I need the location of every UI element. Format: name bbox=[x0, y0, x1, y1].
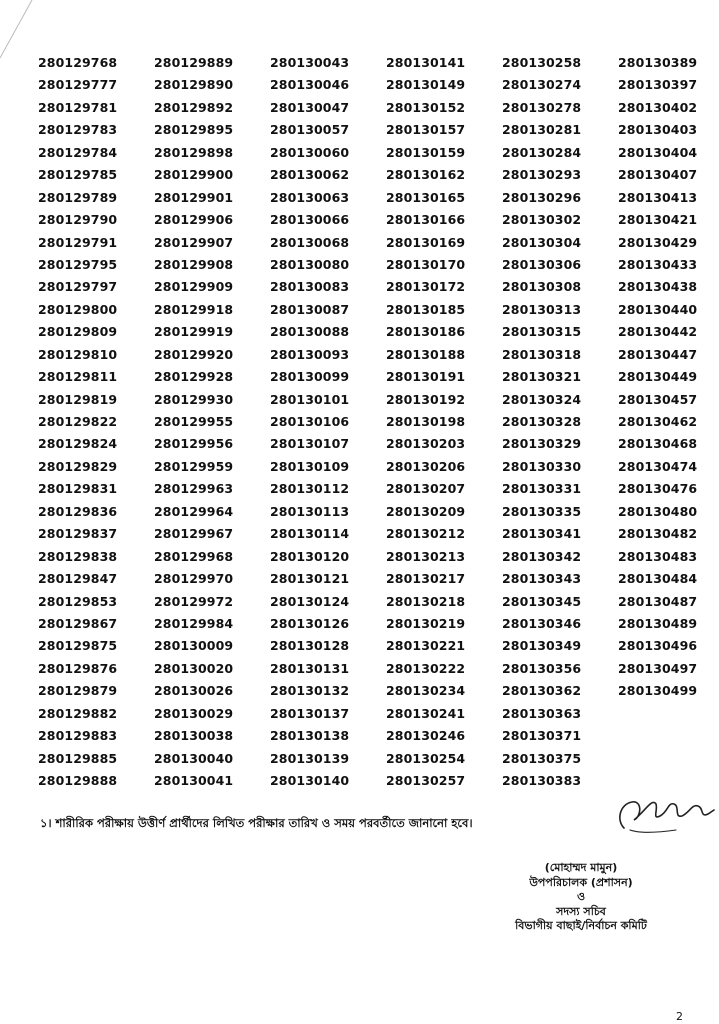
roll-number: 280130026 bbox=[154, 683, 234, 699]
roll-number: 280130241 bbox=[386, 705, 466, 721]
roll-number: 280130404 bbox=[618, 144, 698, 160]
roll-number: 280130304 bbox=[502, 234, 582, 250]
roll-number: 280130157 bbox=[386, 122, 466, 138]
roll-number: 280130371 bbox=[502, 728, 582, 744]
roll-number: 280130462 bbox=[618, 414, 698, 429]
roll-number: 280130306 bbox=[502, 256, 582, 272]
roll-number: 280130293 bbox=[502, 167, 582, 183]
note-text: ১। শারীরিক পরীক্ষায় উত্তীর্ণ প্রার্থীদের লিখিত পরীক্ষার তারিখ ও সময় পরবর্তীতে জানানো হবে। bbox=[40, 816, 473, 830]
roll-number: 280130274 bbox=[502, 77, 582, 93]
page-fold-mark bbox=[0, 0, 34, 60]
roll-number: 280130246 bbox=[386, 728, 466, 744]
roll-column bbox=[38, 52, 154, 792]
roll-number: 280130101 bbox=[270, 391, 350, 407]
roll-number: 280129928 bbox=[154, 369, 234, 385]
roll-number: 280130165 bbox=[386, 189, 466, 205]
roll-number: 280130087 bbox=[270, 301, 350, 317]
roll-number: 280130257 bbox=[386, 773, 466, 788]
signatory-conjunction: ও bbox=[576, 890, 586, 903]
roll-number: 280129791 bbox=[38, 234, 118, 250]
roll-number: 280130341 bbox=[502, 526, 582, 542]
roll-number: 280129890 bbox=[154, 77, 234, 93]
roll-number: 280130029 bbox=[154, 705, 234, 721]
roll-number: 280130442 bbox=[618, 324, 698, 340]
roll-number: 280130126 bbox=[270, 615, 350, 631]
roll-number: 280130099 bbox=[270, 369, 350, 385]
roll-number: 280130308 bbox=[502, 279, 582, 295]
roll-number: 280130483 bbox=[618, 548, 698, 564]
roll-number: 280129919 bbox=[154, 324, 234, 340]
roll-number: 280130088 bbox=[270, 324, 350, 340]
roll-number: 280130438 bbox=[618, 279, 698, 295]
roll-number: 280129867 bbox=[38, 615, 118, 631]
roll-number: 280129918 bbox=[154, 301, 234, 317]
roll-number: 280130083 bbox=[270, 279, 350, 295]
roll-number: 280130296 bbox=[502, 189, 582, 205]
roll-number: 280129889 bbox=[154, 55, 234, 70]
roll-number: 280129900 bbox=[154, 167, 234, 183]
roll-number: 280130191 bbox=[386, 369, 466, 385]
roll-number: 280130063 bbox=[270, 189, 350, 205]
roll-number: 280130346 bbox=[502, 615, 582, 631]
roll-number: 280130040 bbox=[154, 750, 234, 766]
roll-number: 280130172 bbox=[386, 279, 466, 295]
roll-number: 280130496 bbox=[618, 638, 698, 654]
roll-number: 280129968 bbox=[154, 548, 234, 564]
roll-number: 280130440 bbox=[618, 301, 698, 317]
roll-number: 280130213 bbox=[386, 548, 466, 564]
roll-number: 280130342 bbox=[502, 548, 582, 564]
roll-number: 280129909 bbox=[154, 279, 234, 295]
roll-number: 280129784 bbox=[38, 144, 118, 160]
roll-number: 280130389 bbox=[618, 55, 698, 70]
roll-number: 280130149 bbox=[386, 77, 466, 93]
roll-number: 280130375 bbox=[502, 750, 582, 766]
roll-number: 280130482 bbox=[618, 526, 698, 542]
roll-number: 280130141 bbox=[386, 55, 466, 70]
roll-number: 280130429 bbox=[618, 234, 698, 250]
roll-number: 280130284 bbox=[502, 144, 582, 160]
roll-number: 280130093 bbox=[270, 346, 350, 362]
roll-number: 280130335 bbox=[502, 503, 582, 519]
roll-number: 280130433 bbox=[618, 256, 698, 272]
roll-number: 280130457 bbox=[618, 391, 698, 407]
roll-number: 280130106 bbox=[270, 414, 350, 429]
roll-number: 280130313 bbox=[502, 301, 582, 317]
roll-number: 280129785 bbox=[38, 167, 118, 183]
roll-number: 280130468 bbox=[618, 436, 698, 452]
roll-number: 280129800 bbox=[38, 301, 118, 317]
roll-number: 280130356 bbox=[502, 660, 582, 676]
roll-number: 280129777 bbox=[38, 77, 118, 93]
roll-number: 280130112 bbox=[270, 481, 350, 497]
roll-number: 280130209 bbox=[386, 503, 466, 519]
roll-number: 280129883 bbox=[38, 728, 118, 744]
committee-name: বিভাগীয় বাছাই/নির্বাচন কমিটি bbox=[515, 919, 647, 932]
roll-number: 280130497 bbox=[618, 660, 698, 676]
roll-number: 280130363 bbox=[502, 705, 582, 721]
roll-number: 280130121 bbox=[270, 571, 350, 587]
roll-number: 280130170 bbox=[386, 256, 466, 272]
roll-number: 280130114 bbox=[270, 526, 350, 542]
roll-number: 280129964 bbox=[154, 503, 234, 519]
roll-number: 280130109 bbox=[270, 458, 350, 474]
roll-number: 280129955 bbox=[154, 414, 234, 429]
roll-number: 280129875 bbox=[38, 638, 118, 654]
roll-number: 280129907 bbox=[154, 234, 234, 250]
roll-number: 280129837 bbox=[38, 526, 118, 542]
roll-number: 280130198 bbox=[386, 414, 466, 429]
roll-number: 280129972 bbox=[154, 593, 234, 609]
roll-number: 280129822 bbox=[38, 414, 118, 429]
roll-number: 280130318 bbox=[502, 346, 582, 362]
roll-number: 280130041 bbox=[154, 773, 234, 788]
roll-number: 280129882 bbox=[38, 705, 118, 721]
roll-number: 280130484 bbox=[618, 571, 698, 587]
roll-number: 280129810 bbox=[38, 346, 118, 362]
roll-number: 280129970 bbox=[154, 571, 234, 587]
roll-column bbox=[270, 52, 386, 792]
roll-number: 280129967 bbox=[154, 526, 234, 542]
roll-column bbox=[502, 52, 618, 792]
roll-number: 280130169 bbox=[386, 234, 466, 250]
roll-number: 280129824 bbox=[38, 436, 118, 452]
signature bbox=[612, 790, 716, 840]
roll-number: 280130362 bbox=[502, 683, 582, 699]
roll-number: 280129879 bbox=[38, 683, 118, 699]
roll-number: 280130068 bbox=[270, 234, 350, 250]
roll-number: 280130397 bbox=[618, 77, 698, 93]
roll-number: 280130258 bbox=[502, 55, 582, 70]
roll-number: 280129963 bbox=[154, 481, 234, 497]
roll-number: 280129847 bbox=[38, 571, 118, 587]
roll-number: 280129789 bbox=[38, 189, 118, 205]
roll-number: 280130186 bbox=[386, 324, 466, 340]
roll-number: 280130329 bbox=[502, 436, 582, 452]
roll-number: 280129811 bbox=[38, 369, 118, 385]
roll-number: 280129956 bbox=[154, 436, 234, 452]
roll-number: 280130152 bbox=[386, 99, 466, 115]
roll-number: 280130062 bbox=[270, 167, 350, 183]
roll-number: 280130321 bbox=[502, 369, 582, 385]
roll-number: 280129930 bbox=[154, 391, 234, 407]
signatory-block bbox=[491, 860, 671, 933]
roll-number: 280130487 bbox=[618, 593, 698, 609]
roll-column bbox=[618, 52, 719, 792]
roll-number: 280130138 bbox=[270, 728, 350, 744]
roll-number: 280130449 bbox=[618, 369, 698, 385]
roll-number: 280130047 bbox=[270, 99, 350, 115]
roll-column bbox=[386, 52, 502, 792]
roll-number: 280130124 bbox=[270, 593, 350, 609]
roll-number: 280130140 bbox=[270, 773, 350, 788]
roll-number: 280130185 bbox=[386, 301, 466, 317]
roll-number: 280129797 bbox=[38, 279, 118, 295]
roll-number: 280130474 bbox=[618, 458, 698, 474]
roll-number: 280130192 bbox=[386, 391, 466, 407]
roll-number: 280129901 bbox=[154, 189, 234, 205]
roll-number: 280130166 bbox=[386, 212, 466, 228]
roll-number: 280129984 bbox=[154, 615, 234, 631]
roll-number: 280129790 bbox=[38, 212, 118, 228]
roll-number: 280129892 bbox=[154, 99, 234, 115]
signatory-designation: উপপরিচালক (প্রশাসন) bbox=[529, 875, 633, 889]
roll-number: 280130043 bbox=[270, 55, 350, 70]
roll-number: 280129898 bbox=[154, 144, 234, 160]
roll-number: 280130009 bbox=[154, 638, 234, 654]
roll-number: 280130020 bbox=[154, 660, 234, 676]
roll-number: 280129831 bbox=[38, 481, 118, 497]
roll-number: 280130218 bbox=[386, 593, 466, 609]
roll-number: 280129783 bbox=[38, 122, 118, 138]
roll-number: 280130402 bbox=[618, 99, 698, 115]
roll-number: 280130383 bbox=[502, 773, 582, 788]
roll-number: 280130120 bbox=[270, 548, 350, 564]
roll-number: 280130128 bbox=[270, 638, 350, 654]
roll-number: 280130057 bbox=[270, 122, 350, 138]
roll-number: 280129836 bbox=[38, 503, 118, 519]
roll-number: 280130499 bbox=[618, 683, 698, 699]
roll-number: 280130407 bbox=[618, 167, 698, 183]
roll-number: 280130349 bbox=[502, 638, 582, 654]
roll-number: 280129959 bbox=[154, 458, 234, 474]
roll-number: 280130476 bbox=[618, 481, 698, 497]
roll-number: 280130328 bbox=[502, 414, 582, 429]
roll-number: 280130217 bbox=[386, 571, 466, 587]
roll-number: 280130219 bbox=[386, 615, 466, 631]
roll-number: 280129829 bbox=[38, 458, 118, 474]
roll-column bbox=[154, 52, 270, 792]
page-number: 2 bbox=[676, 1010, 683, 1023]
roll-number: 280130221 bbox=[386, 638, 466, 654]
roll-number: 280130131 bbox=[270, 660, 350, 676]
roll-number: 280130343 bbox=[502, 571, 582, 587]
roll-number: 280129853 bbox=[38, 593, 118, 609]
roll-number: 280130139 bbox=[270, 750, 350, 766]
roll-number: 280129906 bbox=[154, 212, 234, 228]
roll-number: 280130413 bbox=[618, 189, 698, 205]
roll-number: 280130330 bbox=[502, 458, 582, 474]
roll-number: 280130281 bbox=[502, 122, 582, 138]
roll-number: 280129920 bbox=[154, 346, 234, 362]
roll-number: 280130107 bbox=[270, 436, 350, 452]
roll-number: 280129895 bbox=[154, 122, 234, 138]
roll-number: 280129838 bbox=[38, 548, 118, 564]
roll-number: 280130162 bbox=[386, 167, 466, 183]
roll-number: 280130302 bbox=[502, 212, 582, 228]
roll-number: 280130137 bbox=[270, 705, 350, 721]
roll-number: 280130066 bbox=[270, 212, 350, 228]
roll-number: 280130315 bbox=[502, 324, 582, 340]
roll-number: 280130480 bbox=[618, 503, 698, 519]
roll-number: 280130046 bbox=[270, 77, 350, 93]
roll-number: 280129876 bbox=[38, 660, 118, 676]
roll-number: 280130038 bbox=[154, 728, 234, 744]
roll-number: 280129795 bbox=[38, 256, 118, 272]
signatory-name: (মোহাম্মদ মামুন) bbox=[544, 861, 618, 874]
roll-number: 280130489 bbox=[618, 615, 698, 631]
roll-number: 280129781 bbox=[38, 99, 118, 115]
roll-number-table bbox=[38, 52, 719, 792]
roll-number: 280129809 bbox=[38, 324, 118, 340]
roll-number: 280130331 bbox=[502, 481, 582, 497]
roll-number: 280129885 bbox=[38, 750, 118, 766]
roll-number: 280130080 bbox=[270, 256, 350, 272]
roll-number: 280130203 bbox=[386, 436, 466, 452]
roll-number: 280130113 bbox=[270, 503, 350, 519]
roll-number: 280130254 bbox=[386, 750, 466, 766]
roll-number: 280130207 bbox=[386, 481, 466, 497]
roll-number: 280130132 bbox=[270, 683, 350, 699]
roll-number: 280130222 bbox=[386, 660, 466, 676]
roll-number: 280129888 bbox=[38, 773, 118, 788]
signatory-role: সদস্য সচিব bbox=[556, 904, 606, 918]
roll-number: 280130345 bbox=[502, 593, 582, 609]
roll-number: 280129819 bbox=[38, 391, 118, 407]
roll-number: 280130159 bbox=[386, 144, 466, 160]
roll-number: 280130212 bbox=[386, 526, 466, 542]
roll-number: 280130206 bbox=[386, 458, 466, 474]
roll-number: 280130188 bbox=[386, 346, 466, 362]
roll-number: 280129768 bbox=[38, 55, 118, 70]
roll-number: 280130403 bbox=[618, 122, 698, 138]
roll-number: 280130278 bbox=[502, 99, 582, 115]
roll-number: 280129908 bbox=[154, 256, 234, 272]
roll-number: 280130421 bbox=[618, 212, 698, 228]
roll-number: 280130324 bbox=[502, 391, 582, 407]
roll-number: 280130234 bbox=[386, 683, 466, 699]
roll-number: 280130447 bbox=[618, 346, 698, 362]
roll-number: 280130060 bbox=[270, 144, 350, 160]
